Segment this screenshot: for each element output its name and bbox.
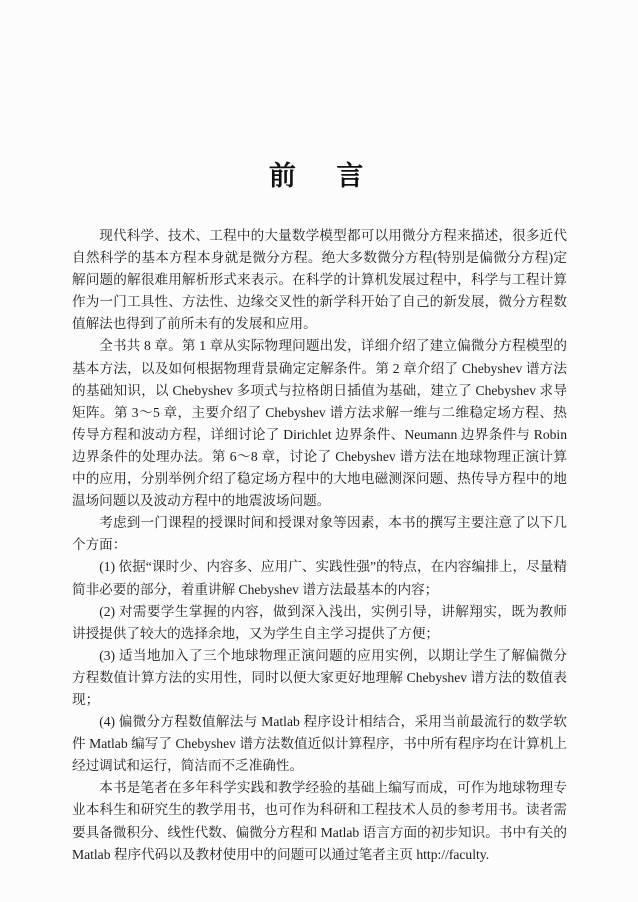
- list-item-3: (3) 适当地加入了三个地球物理正演问题的应用实例，以期让学生了解偏微分方程数值计算方法的实用性，同时以便大家更好地理解 Chebyshev 谱方法的数值表现；: [72, 647, 567, 707]
- list-item-4: (4) 偏微分方程数值解法与 Matlab 程序设计相结合，采用当前最流行的数学软件 Matlab 编写了 Chebyshev 谱方法数值近似计算程序，书中所有程序均在计算机上经过调试和运行，简洁而不乏准确性。: [72, 714, 567, 774]
- paragraph-closing: 本书是笔者在多年科学实践和教学经验的基础上编写而成，可作为地球物理专业本科生和研究生的教学用书，也可作为科研和工程技术人员的参考用书。读者需要具备微积分、线性代数、偏微分方程和 Matlab 语言方面的初步知识。书中有关的 Matlab 程序代码以及教材使用中的问题可以通过笔者主页 http://faculty.: [72, 780, 567, 862]
- paragraph-considerations: 考虑到一门课程的授课时间和授课对象等因素，本书的撰写主要注意了以下几个方面：: [72, 515, 567, 553]
- paragraph-chapter-overview: 全书共 8 章。第 1 章从实际物理问题出发，详细介绍了建立偏微分方程模型的基本方法，以及如何根据物理背景确定定解条件。第 2 章介绍了 Chebyshev 谱方法的基础知识，以 Chebyshev 多项式与拉格朗日插值为基础，建立了 Chebyshev 求导矩阵。第 3～5 章，主要介绍了 Chebyshev 谱方法求解一维与二维稳定场方程、热传导方程和波动方程，详细讨论了 Dirichlet 边界条件、Neumann 边界条件与 Robin 边界条件的处理办法。第 6～8 章，讨论了 Chebyshev 谱方法在地球物理正演计算中的应用，分别举例介绍了稳定场方程中的大地电磁测深问题、热传导方程中的地温场问题以及波动方程中的地震波场问题。: [72, 338, 568, 509]
- page-content: [0, 154, 638, 866]
- list-item-2: (2) 对需要学生掌握的内容，做到深入浅出，实例引导，讲解翔实，既为教师讲授提供了较大的选择余地，又为学生自主学习提供了方便；: [72, 603, 567, 641]
- paragraph-intro: 现代科学、技术、工程中的大量数学模型都可以用微分方程来描述，很多近代自然科学的基本方程本身就是微分方程。绝大多数微分方程(特别是偏微分方程)定解问题的解很难用解析形式来表示。在科学的计算机发展过程中，科学与工程计算作为一门工具性、方法性、边缘交叉性的新学科开始了自己的新发展，微分方程数值解法也得到了前所未有的发展和应用。: [72, 228, 567, 332]
- preface-body: [72, 225, 567, 866]
- list-item-1: (1) 依据“课时少、内容多、应用广、实践性强”的特点，在内容编排上，尽量精简非必要的部分，着重讲解 Chebyshev 谱方法最基本的内容；: [72, 559, 567, 597]
- page-title: 前 言: [268, 161, 371, 191]
